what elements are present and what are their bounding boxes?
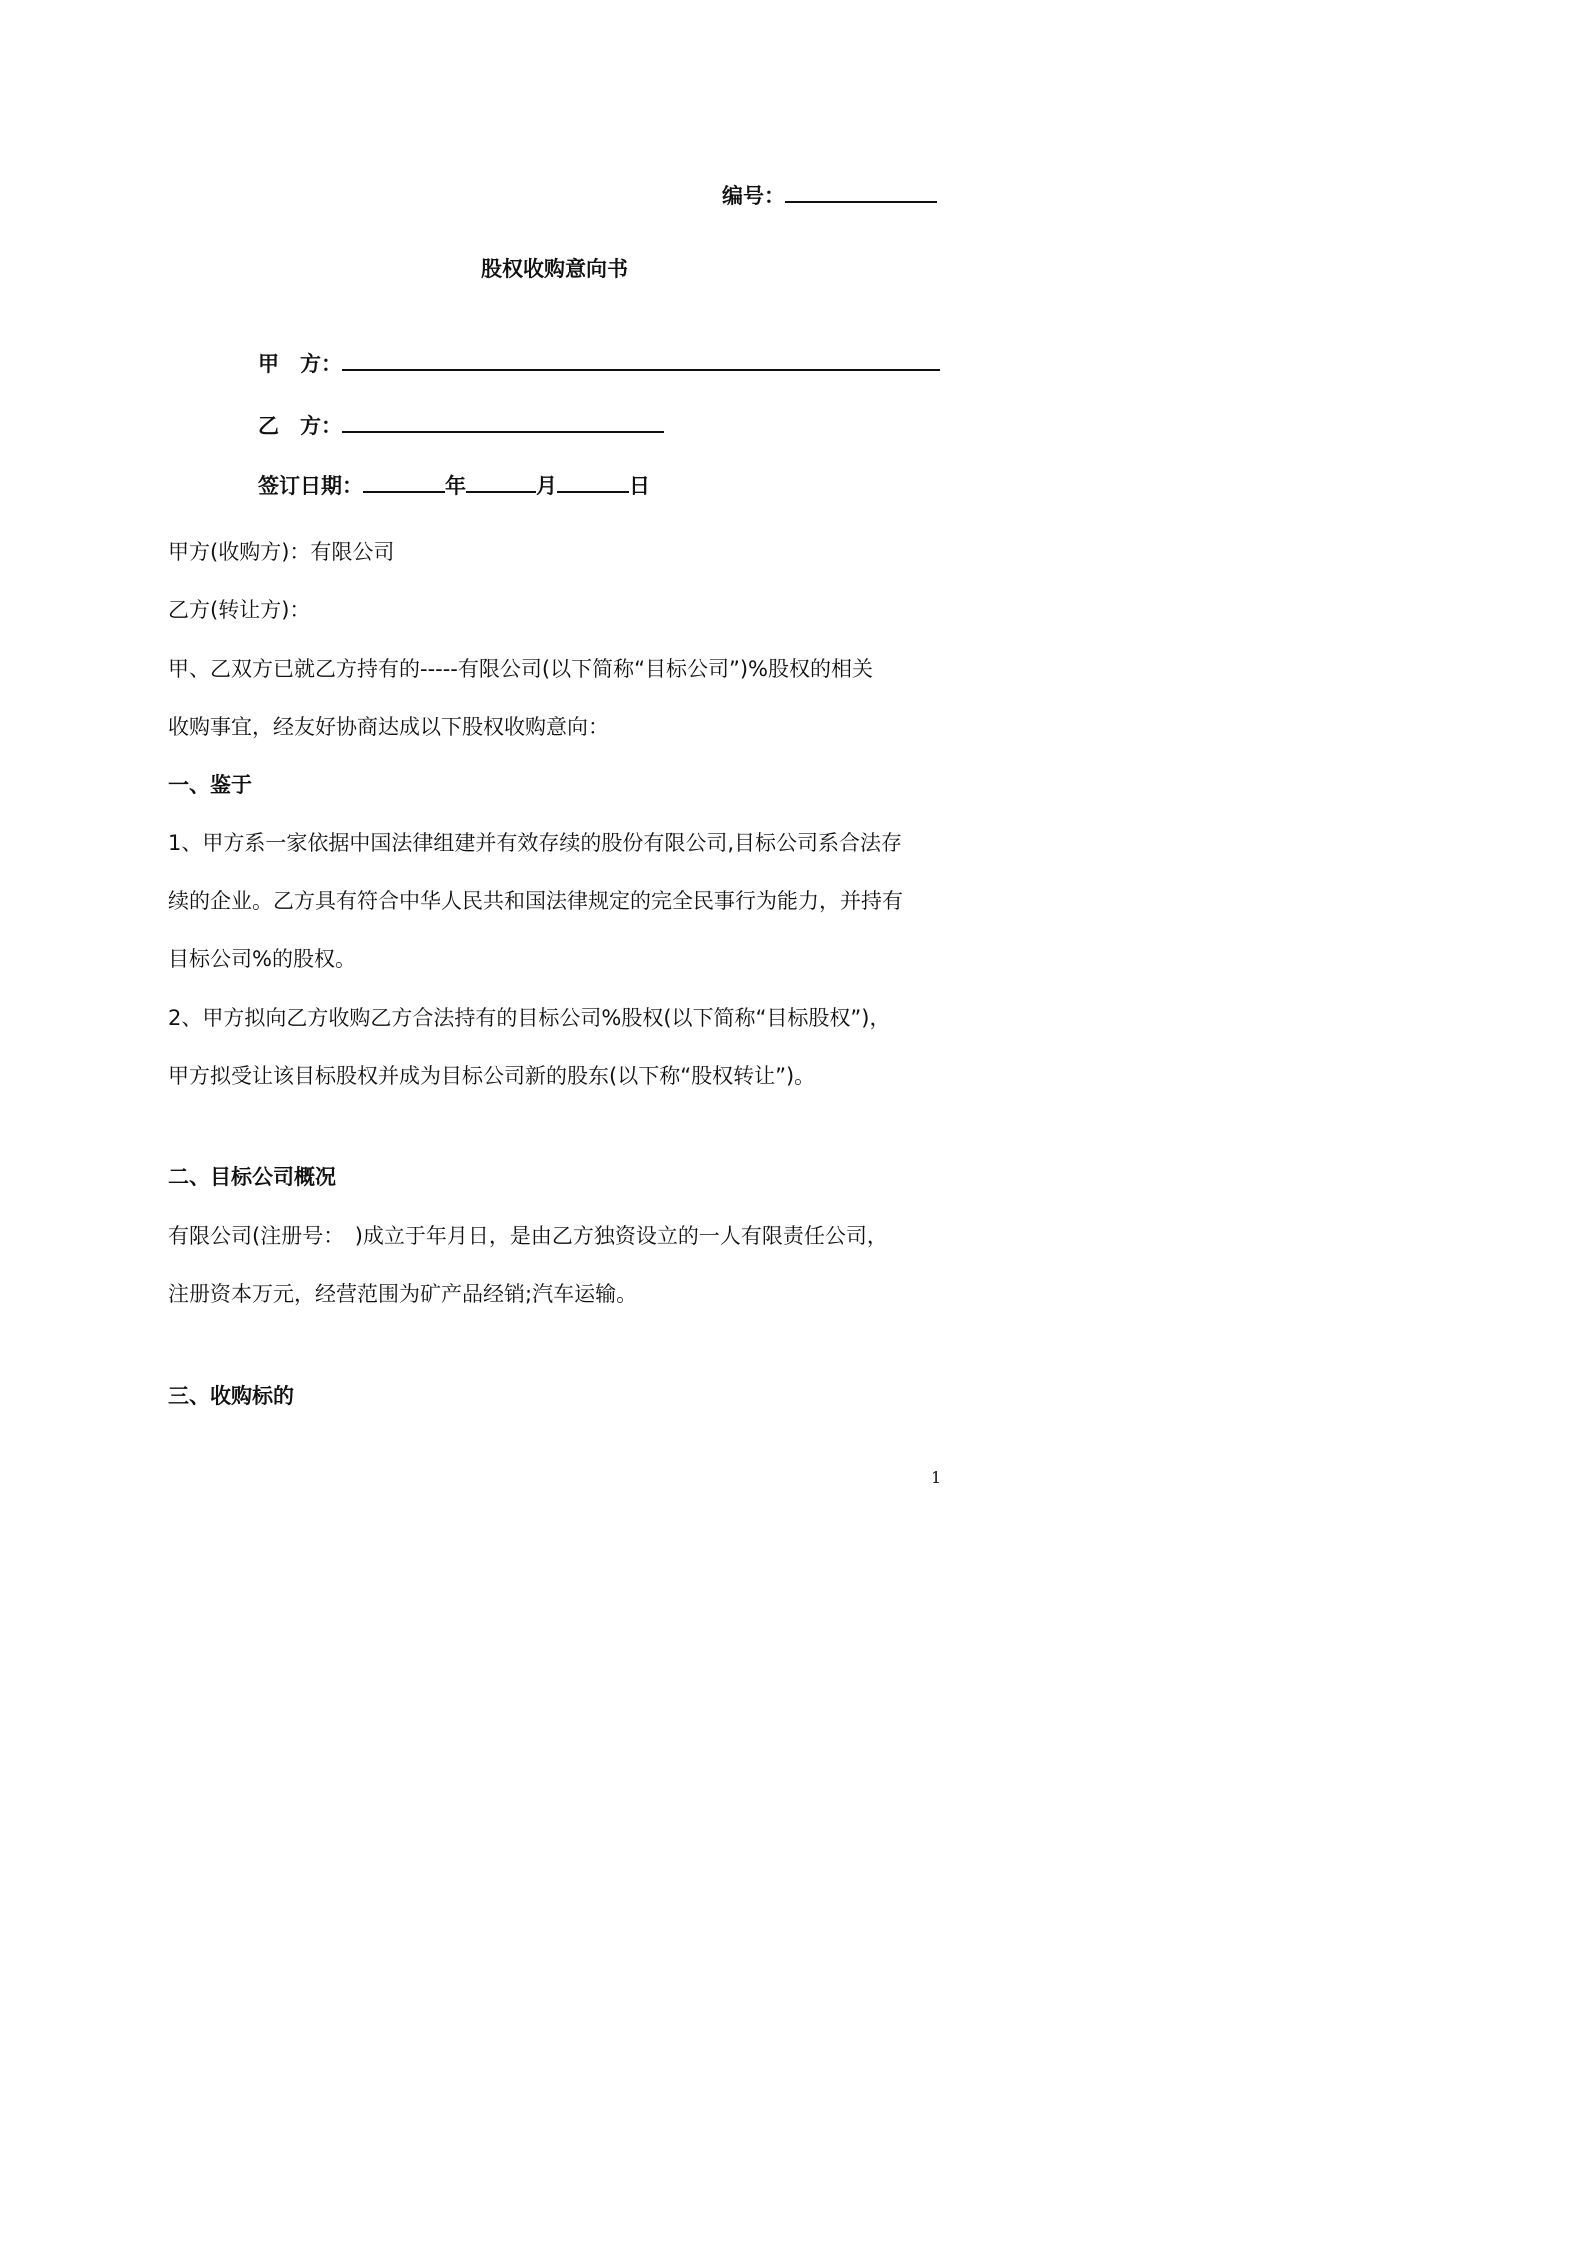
year-label: 年 <box>445 474 466 498</box>
section-1-heading: 一、鉴于 <box>168 773 252 797</box>
party-b-field <box>258 410 664 440</box>
party-b-line: 乙方(转让方)： <box>168 598 311 622</box>
section-1-para-1-line-2: 续的企业。乙方具有符合中华人民共和国法律规定的完全民事行为能力，并持有 <box>168 889 903 913</box>
party-a-field <box>258 348 940 378</box>
section-1-para-1-line-1: 1、甲方系一家依据中国法律组建并有效存续的股份有限公司,目标公司系合法存 <box>168 831 903 855</box>
month-blank <box>466 471 536 493</box>
page-number: 1 <box>931 1468 942 1487</box>
intro-line-2: 收购事宜，经友好协商达成以下股权收购意向： <box>168 715 609 739</box>
section-2-heading: 二、目标公司概况 <box>168 1165 336 1189</box>
party-a-blank <box>342 349 940 371</box>
section-1-para-2-line-2: 甲方拟受让该目标股权并成为目标公司新的股东(以下称“股权转让”)。 <box>168 1064 816 1088</box>
signing-date-label: 签订日期： <box>258 474 363 498</box>
party-b-label: 乙 方： <box>258 414 342 438</box>
document-page <box>0 0 1105 1563</box>
day-label: 日 <box>629 474 650 498</box>
signing-date-field <box>258 470 650 500</box>
day-blank <box>557 471 629 493</box>
party-a-label: 甲 方： <box>258 352 342 376</box>
month-label: 月 <box>536 474 557 498</box>
section-2-line-1: 有限公司(注册号： )成立于年月日，是由乙方独资设立的一人有限责任公司， <box>168 1224 888 1248</box>
year-blank <box>363 471 445 493</box>
document-number <box>722 180 937 210</box>
intro-line-1: 甲、乙双方已就乙方持有的-----有限公司(以下简称“目标公司”)%股权的相关 <box>168 657 873 681</box>
section-3-heading: 三、收购标的 <box>168 1384 294 1408</box>
section-1-para-1-line-3: 目标公司%的股权。 <box>168 947 356 971</box>
document-number-label: 编号： <box>722 184 785 208</box>
section-2-line-2: 注册资本万元，经营范围为矿产品经销;汽车运输。 <box>168 1282 638 1306</box>
party-b-blank <box>342 411 664 433</box>
document-number-blank <box>785 181 937 203</box>
page-title: 股权收购意向书 <box>481 257 628 281</box>
section-1-para-2-line-1: 2、甲方拟向乙方收购乙方合法持有的目标公司%股权(以下简称“目标股权”)， <box>168 1006 891 1030</box>
party-a-line: 甲方(收购方)：有限公司 <box>168 540 395 564</box>
